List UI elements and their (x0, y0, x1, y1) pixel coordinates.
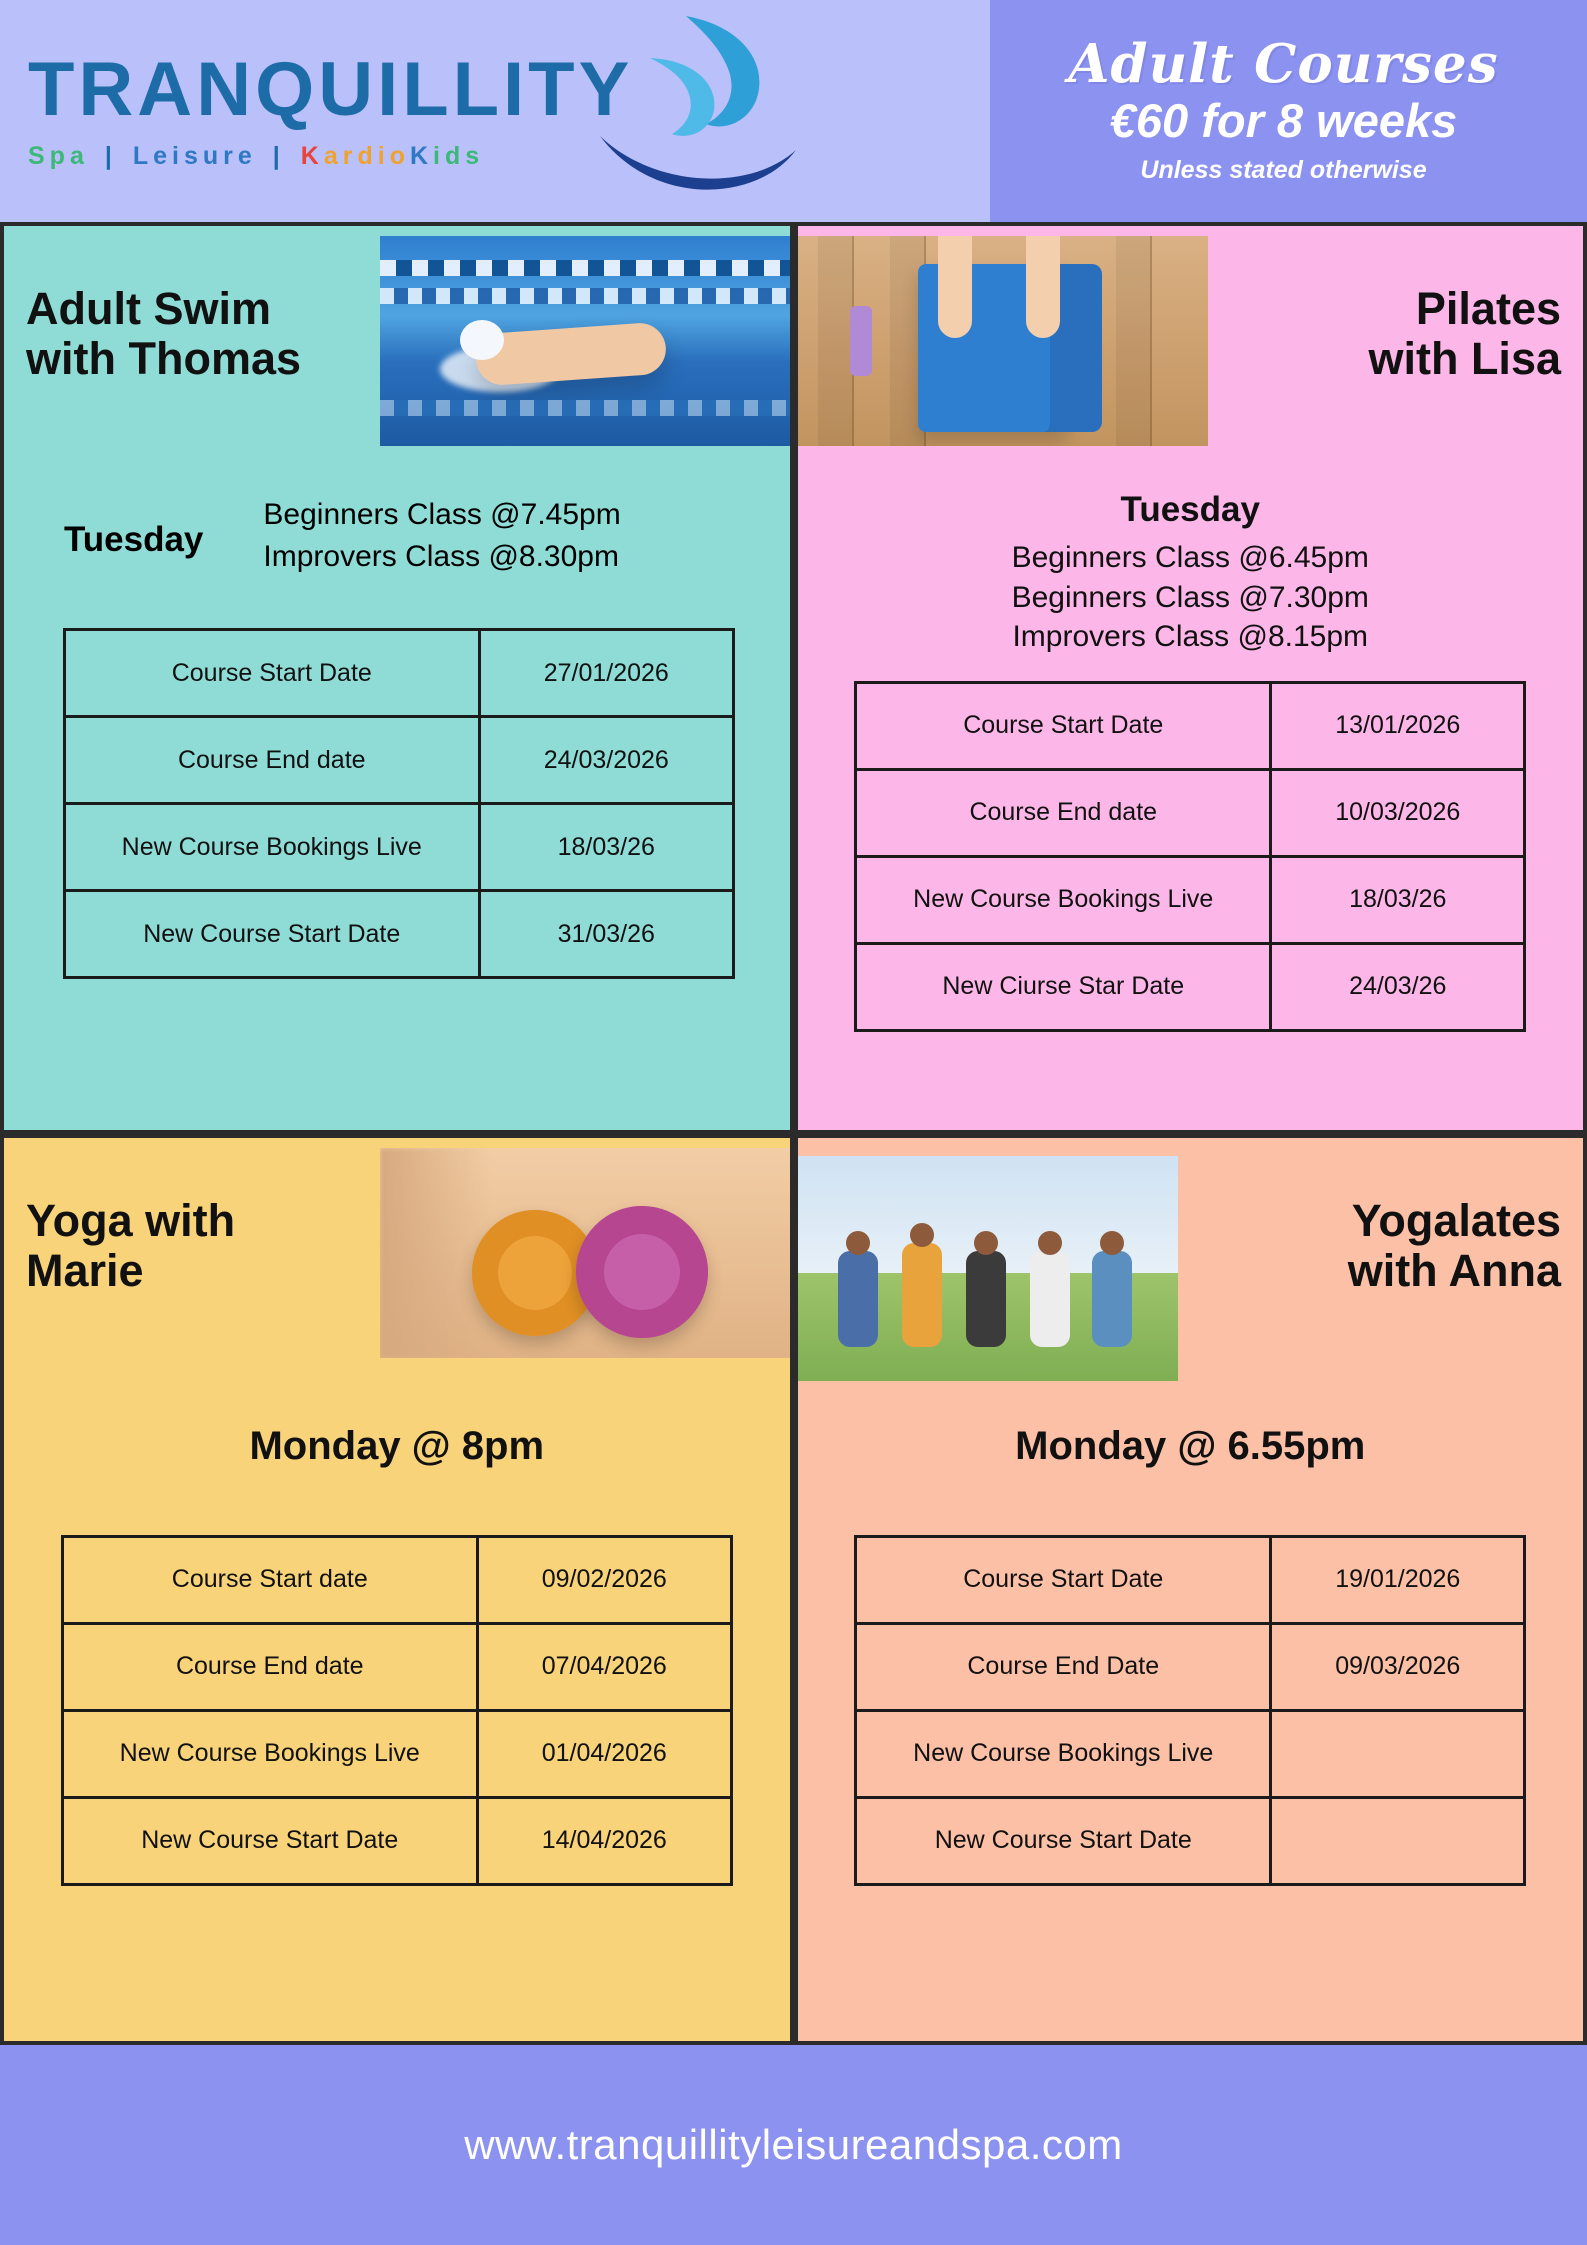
table-label: New Ciurse Star Date (856, 943, 1271, 1030)
yoga-mats-photo (380, 1148, 790, 1358)
table-value: 19/01/2026 (1271, 1536, 1525, 1623)
course-title-yogalates (1178, 1138, 1584, 1297)
course-card-yogalates (794, 1134, 1587, 2046)
schedule-day-pilates: Tuesday (1120, 490, 1260, 529)
table-label: Course Start Date (856, 682, 1271, 769)
table-value: 24/03/2026 (479, 717, 733, 804)
website-url[interactable]: www.tranquillityleisureandspa.com (464, 2121, 1123, 2168)
table-value: 10/03/2026 (1271, 769, 1525, 856)
table-label: New Course Bookings Live (64, 804, 479, 891)
course-grid (0, 222, 1587, 2045)
table-value: 07/04/2026 (477, 1623, 731, 1710)
table-label: Course Start date (62, 1536, 477, 1623)
course-table-yogalates (854, 1535, 1526, 1886)
course-card-adult-swim (0, 222, 794, 1134)
course-title-line1: Yoga with (26, 1194, 236, 1246)
course-title-yoga (4, 1138, 380, 1297)
table-row (62, 1797, 731, 1884)
table-label: Course End date (64, 717, 479, 804)
table-row (64, 630, 733, 717)
brand-wordmark: TRANQUILLITY (28, 46, 634, 132)
tagline-kids-ids: ids (433, 141, 485, 170)
course-card-pilates (794, 222, 1587, 1134)
table-label: Course End date (62, 1623, 477, 1710)
table-value: 13/01/2026 (1271, 682, 1525, 769)
course-table-wrap-adult-swim (4, 628, 790, 979)
brand-tagline (28, 142, 990, 171)
course-title-line2: with Thomas (26, 333, 302, 385)
offer-note: Unless stated otherwise (1140, 156, 1427, 185)
table-row (856, 856, 1525, 943)
table-row (64, 804, 733, 891)
table-row (856, 1623, 1525, 1710)
table-label: New Course Start Date (856, 1797, 1271, 1884)
tagline-kardio-k: K (300, 141, 324, 170)
table-row (64, 717, 733, 804)
swimmer-photo (380, 236, 790, 446)
course-table-wrap-yoga (4, 1535, 790, 1886)
tagline-leisure: Leisure (132, 141, 257, 170)
course-table-pilates (854, 681, 1526, 1032)
table-label: New Course Start Date (64, 891, 479, 978)
table-label: Course Start Date (64, 630, 479, 717)
table-label: Course Start Date (856, 1536, 1271, 1623)
table-value: 27/01/2026 (479, 630, 733, 717)
table-row (64, 891, 733, 978)
table-value: 01/04/2026 (477, 1710, 731, 1797)
table-row (856, 682, 1525, 769)
course-title-line2: with Lisa (1368, 333, 1561, 385)
table-value: 18/03/26 (479, 804, 733, 891)
schedule-adult-swim (4, 448, 790, 578)
table-row (856, 1710, 1525, 1797)
table-label: Course End date (856, 769, 1271, 856)
course-card-yoga (0, 1134, 794, 2046)
table-label: New Course Bookings Live (856, 1710, 1271, 1797)
header-offer-block (990, 0, 1587, 222)
class-time: Improvers Class @8.30pm (263, 540, 619, 573)
course-header-pilates (798, 226, 1584, 448)
table-row (62, 1536, 731, 1623)
course-table-yoga (61, 1535, 733, 1886)
table-row (856, 943, 1525, 1030)
table-row (856, 769, 1525, 856)
course-title-pilates (1208, 226, 1584, 385)
class-time: Beginners Class @7.30pm (1011, 580, 1369, 614)
tagline-spa: Spa (28, 141, 89, 170)
brand-block (0, 0, 990, 222)
water-swoosh-icon (590, 8, 800, 208)
course-title-line1: Pilates (1415, 283, 1561, 334)
course-table-adult-swim (63, 628, 735, 979)
course-title-line1: Yogalates (1351, 1194, 1561, 1246)
class-time: Improvers Class @8.15pm (1012, 620, 1369, 654)
table-value (1271, 1710, 1525, 1797)
course-table-wrap-yogalates (798, 1535, 1584, 1886)
table-value: 09/02/2026 (477, 1536, 731, 1623)
course-table-wrap-pilates (798, 681, 1584, 1032)
table-row (62, 1710, 731, 1797)
class-time: Beginners Class @6.45pm (1011, 541, 1369, 574)
table-value (1271, 1797, 1525, 1884)
table-label: New Course Bookings Live (856, 856, 1271, 943)
tagline-separator-1: | (104, 141, 117, 170)
course-title-line2: with Anna (1347, 1244, 1561, 1296)
tagline-separator-2: | (272, 141, 285, 170)
table-value: 24/03/26 (1271, 943, 1525, 1030)
course-header-yogalates (798, 1138, 1584, 1360)
poster-header (0, 0, 1587, 222)
course-title-adult-swim (4, 226, 380, 385)
tagline-kardio-ardio: ardio (323, 141, 410, 170)
table-value: 18/03/26 (1271, 856, 1525, 943)
schedule-time-yoga: Monday @ 8pm (249, 1423, 545, 1468)
tagline-kids-k: K (409, 141, 434, 170)
group-stretch-photo (798, 1156, 1178, 1381)
table-value: 09/03/2026 (1271, 1623, 1525, 1710)
table-label: New Course Bookings Live (62, 1710, 477, 1797)
offer-price: €60 for 8 weeks (1109, 94, 1458, 148)
pilates-mat-photo (798, 236, 1208, 446)
table-row (856, 1536, 1525, 1623)
table-value: 14/04/2026 (477, 1797, 731, 1884)
table-row (856, 1797, 1525, 1884)
schedule-times-adult-swim (263, 494, 620, 578)
table-label: New Course Start Date (62, 1797, 477, 1884)
course-title-line2: Marie (26, 1244, 144, 1296)
table-value: 31/03/26 (479, 891, 733, 978)
course-header-adult-swim (4, 226, 790, 448)
schedule-pilates (798, 448, 1584, 657)
schedule-day-adult-swim: Tuesday (64, 520, 204, 559)
poster-footer (0, 2045, 1587, 2245)
table-row (62, 1623, 731, 1710)
offer-title: Adult Courses (1068, 32, 1499, 95)
table-label: Course End Date (856, 1623, 1271, 1710)
course-header-yoga (4, 1138, 790, 1360)
course-title-line1: Adult Swim (26, 283, 271, 334)
class-time: Beginners Class @7.45pm (263, 498, 621, 531)
schedule-time-yogalates: Monday @ 6.55pm (1015, 1423, 1366, 1468)
